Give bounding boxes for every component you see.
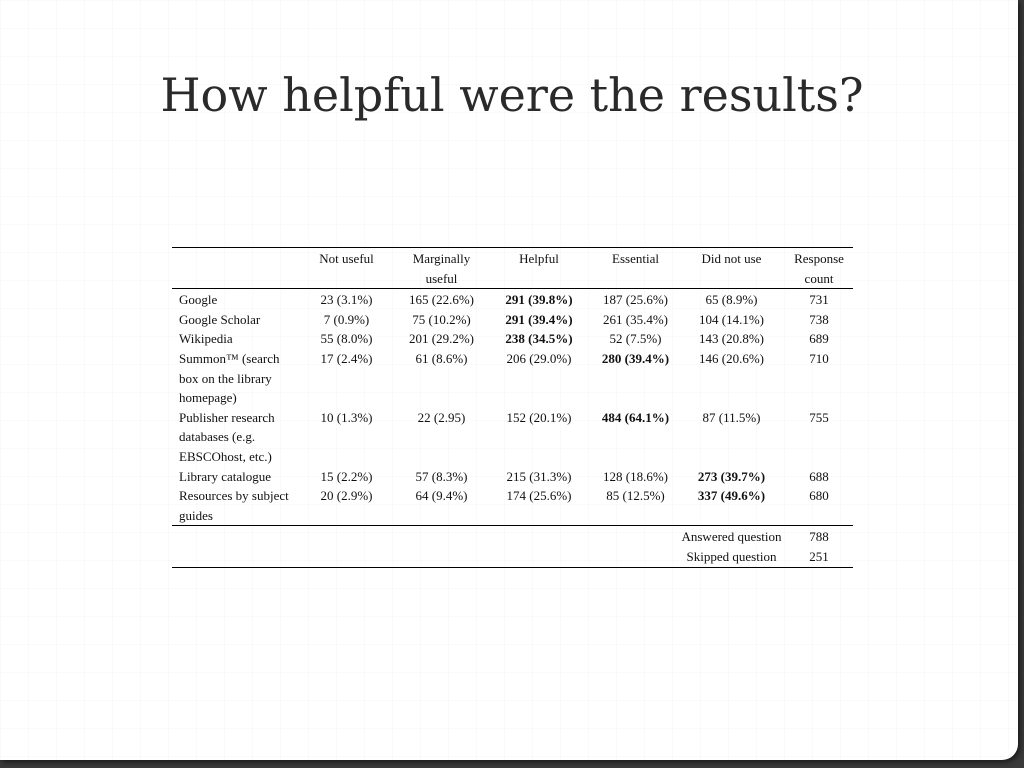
cell: 337 (49.6%) xyxy=(697,488,766,504)
header-cell: Did not use xyxy=(701,251,762,266)
summary-row xyxy=(172,526,853,547)
table-row xyxy=(172,467,853,487)
summary-value: 251 xyxy=(809,548,829,564)
cell: 17 (2.4%) xyxy=(320,350,373,366)
cell: 206 (29.0%) xyxy=(506,350,572,366)
cell: 187 (25.6%) xyxy=(603,292,668,308)
table-row xyxy=(172,349,853,408)
cell: 261 (35.4%) xyxy=(603,311,668,327)
header-cell xyxy=(172,248,295,289)
table-header-row xyxy=(172,248,853,289)
cell: 291 (39.4%) xyxy=(505,311,573,327)
cell: 710 xyxy=(809,350,829,366)
cell: 10 (1.3%) xyxy=(320,409,373,425)
cell: 291 (39.8%) xyxy=(505,292,573,308)
header-cell: Response count xyxy=(794,251,844,286)
header-cell: Not useful xyxy=(319,251,374,266)
row-label: Summon™ (search box on the library homepage) xyxy=(179,350,280,406)
row-label: Google xyxy=(179,292,218,308)
cell: 85 (12.5%) xyxy=(606,488,665,504)
table-row xyxy=(172,329,853,349)
cell: 680 xyxy=(809,488,829,504)
cell: 146 (20.6%) xyxy=(699,350,764,366)
cell: 689 xyxy=(809,331,829,347)
summary-label: Skipped question xyxy=(686,548,777,564)
header-cell: Essential xyxy=(612,251,659,266)
results-table xyxy=(172,247,853,568)
cell: 52 (7.5%) xyxy=(609,331,662,347)
cell: 22 (2.95) xyxy=(417,409,466,425)
cell: 273 (39.7%) xyxy=(697,468,766,484)
cell: 57 (8.3%) xyxy=(415,468,468,484)
summary-value: 788 xyxy=(809,529,829,545)
summary-row xyxy=(172,547,853,567)
cell: 152 (20.1%) xyxy=(506,409,572,425)
cell: 755 xyxy=(809,409,829,425)
cell: 75 (10.2%) xyxy=(412,311,471,327)
cell: 238 (34.5%) xyxy=(505,331,573,347)
cell: 215 (31.3%) xyxy=(506,468,572,484)
cell: 174 (25.6%) xyxy=(506,488,572,504)
cell: 7 (0.9%) xyxy=(323,311,370,327)
table-row xyxy=(172,310,853,330)
cell: 128 (18.6%) xyxy=(603,468,668,484)
cell: 688 xyxy=(809,468,829,484)
row-label: Library catalogue xyxy=(179,468,272,484)
header-cell: Marginally useful xyxy=(412,251,471,286)
table-row xyxy=(172,486,853,526)
table-row xyxy=(172,408,853,467)
header-cell: Helpful xyxy=(519,251,559,266)
cell: 15 (2.2%) xyxy=(320,468,373,484)
row-label: Wikipedia xyxy=(179,331,233,347)
cell: 731 xyxy=(809,292,829,308)
summary-label: Answered question xyxy=(681,529,782,545)
cell: 23 (3.1%) xyxy=(320,292,373,308)
cell: 104 (14.1%) xyxy=(699,311,764,327)
cell: 55 (8.0%) xyxy=(320,331,373,347)
cell: 64 (9.4%) xyxy=(415,488,468,504)
cell: 484 (64.1%) xyxy=(601,409,670,425)
cell: 143 (20.8%) xyxy=(699,331,764,347)
cell: 87 (11.5%) xyxy=(702,409,761,425)
cell: 20 (2.9%) xyxy=(320,488,373,504)
cell: 201 (29.2%) xyxy=(409,331,474,347)
table-row xyxy=(172,289,853,310)
cell: 738 xyxy=(809,311,829,327)
slide-title: How helpful were the results? xyxy=(160,68,864,122)
row-label: Publisher research databases (e.g. EBSCOhost, etc.) xyxy=(179,409,275,464)
row-label: Google Scholar xyxy=(179,311,261,327)
cell: 165 (22.6%) xyxy=(409,292,474,308)
cell: 65 (8.9%) xyxy=(705,292,758,308)
row-label: Resources by subject guides xyxy=(179,488,289,523)
cell: 61 (8.6%) xyxy=(415,350,468,366)
cell: 280 (39.4%) xyxy=(601,350,670,366)
